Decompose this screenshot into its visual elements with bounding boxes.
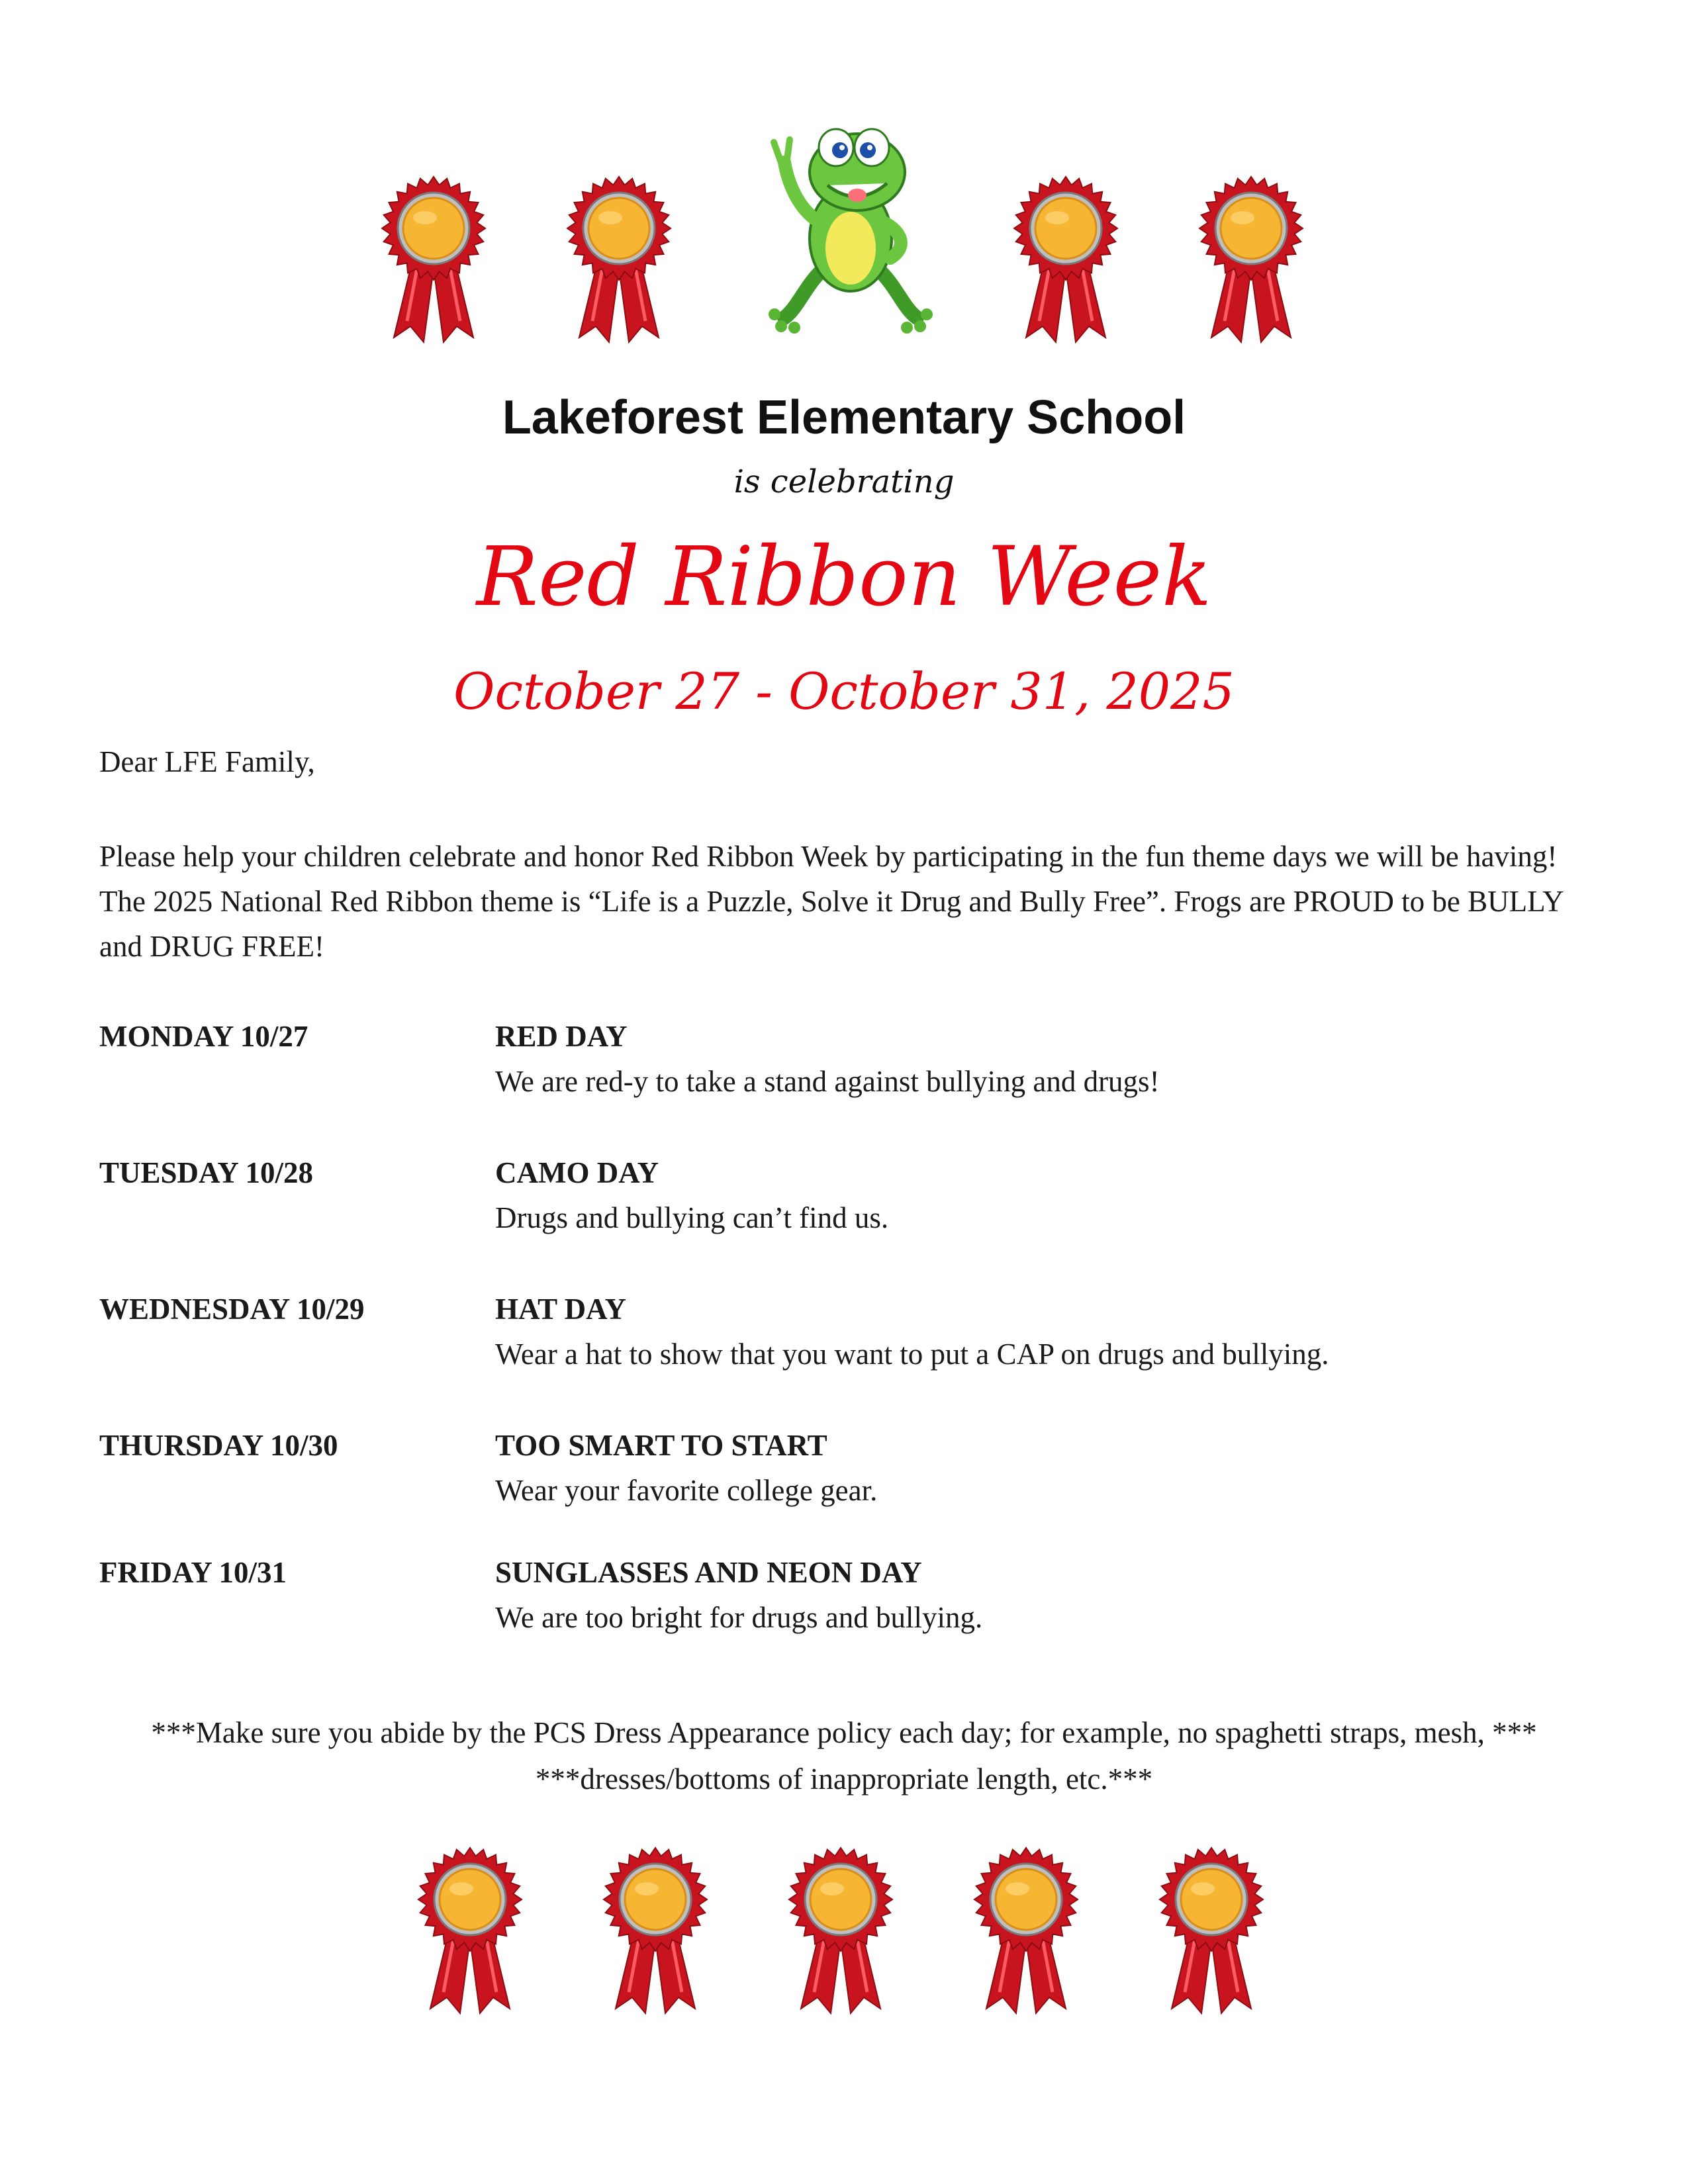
award-ribbon-icon [414, 1840, 526, 2019]
school-name: Lakeforest Elementary School [502, 391, 1186, 444]
schedule-theme-title: SUNGLASSES AND NEON DAY [495, 1556, 922, 1589]
schedule-theme-description: Wear your favorite college gear. [495, 1474, 878, 1507]
award-ribbon-icon [377, 169, 490, 347]
frog-mascot-icon [758, 109, 943, 334]
award-ribbon-icon [970, 1840, 1082, 2019]
schedule-theme-title: RED DAY [495, 1020, 628, 1053]
schedule-theme-description: We are red-y to take a stand against bullying and drugs! [495, 1065, 1160, 1098]
award-ribbon-icon [563, 169, 675, 347]
schedule-theme-title: TOO SMART TO START [495, 1429, 827, 1462]
dress-policy-line: ***Make sure you abide by the PCS Dress Appearance policy each day; for example, no spaghetti straps, mesh, *** [151, 1716, 1537, 1749]
schedule-theme-description: We are too bright for drugs and bullying. [495, 1601, 983, 1634]
schedule-day: FRIDAY 10/31 [99, 1556, 287, 1589]
top-decoration-row [0, 169, 1688, 347]
schedule-theme-title: HAT DAY [495, 1293, 626, 1326]
award-ribbon-icon [1155, 1840, 1268, 2019]
award-ribbon-icon [784, 1840, 897, 2019]
bottom-decoration-row [0, 1840, 1688, 2019]
schedule-day: TUESDAY 10/28 [99, 1156, 313, 1189]
dress-policy-note [66, 1709, 1622, 1802]
award-ribbon-icon [1009, 169, 1122, 347]
celebrating-subtitle: is celebrating [733, 463, 955, 500]
letter-intro: Please help your children celebrate and honor Red Ribbon Week by participating in the fun theme days we will be having! The 2025 National Red Ribbon theme is “Life is a Puzzle, Solve it Drug and Bully Free”. Frogs are PROUD to be BULLY and DRUG FREE! [99, 840, 1563, 963]
award-ribbon-icon [1195, 169, 1307, 347]
schedule-theme-description: Wear a hat to show that you want to put a CAP on drugs and bullying. [495, 1338, 1329, 1371]
schedule-theme-title: CAMO DAY [495, 1156, 659, 1189]
letter-greeting: Dear LFE Family, [99, 745, 315, 778]
schedule-day: THURSDAY 10/30 [99, 1429, 338, 1462]
event-dates: October 27 - October 31, 2025 [453, 662, 1235, 721]
schedule-theme-description: Drugs and bullying can’t find us. [495, 1201, 889, 1234]
schedule-day: WEDNESDAY 10/29 [99, 1293, 365, 1326]
schedule-day: MONDAY 10/27 [99, 1020, 308, 1053]
award-ribbon-icon [599, 1840, 712, 2019]
event-title: Red Ribbon Week [476, 529, 1212, 625]
dress-policy-line: ***dresses/bottoms of inappropriate length, etc.*** [535, 1762, 1153, 1796]
